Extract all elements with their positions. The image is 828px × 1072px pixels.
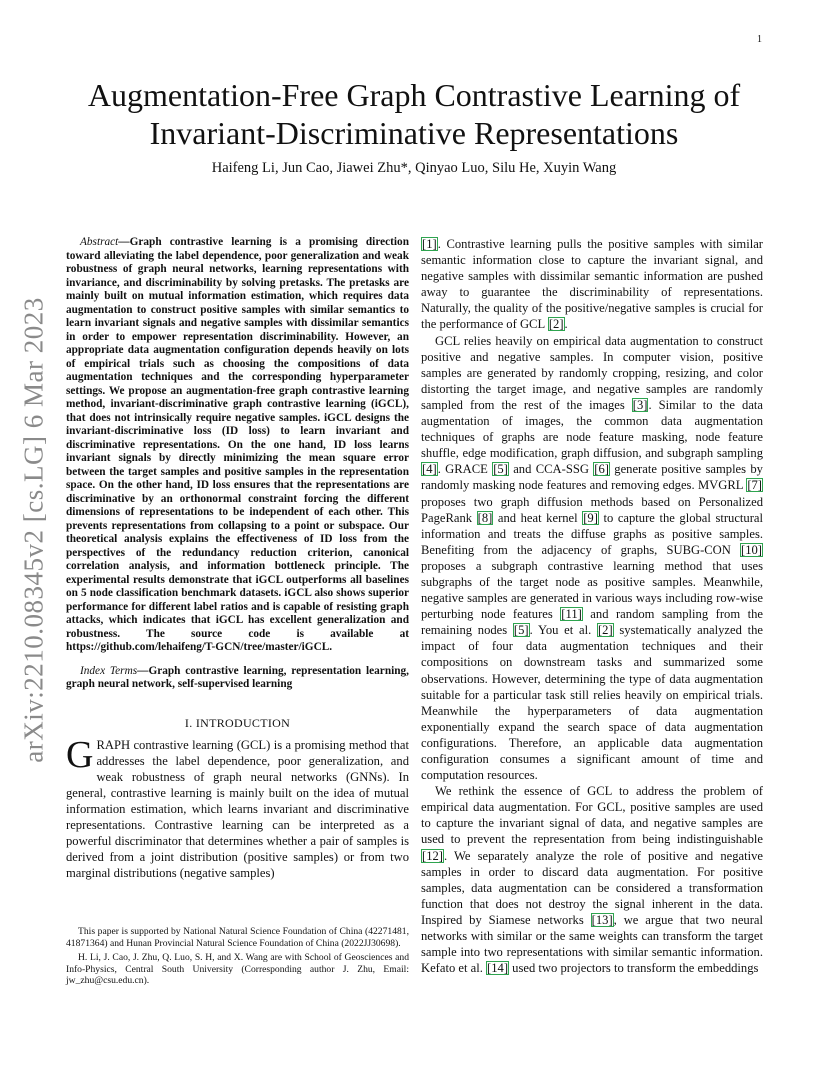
section-heading-introduction: I. INTRODUCTION [184,715,291,730]
index-terms [66,665,409,692]
citation-link[interactable]: [13] [591,912,613,927]
citation-link[interactable]: [8] [477,510,493,525]
citation-link[interactable]: [10] [741,542,762,557]
intro-capword: RAPH [96,737,131,752]
paragraph-rethink: We rethink the essence of GCL to address the problem of empirical data augmentation. For GCL, positive samples are used to capture the invariant signal of data, and negative samples are used to prevent the representation from being indistinguishable [12]. We separately analyze the role of positive and negative samples in order to discard data augmentation. For positive samples, data augmentation can be considered a transformation function that does not destroy the signal inherent in the data. Inspired by Siamese networks [13], we argue that two neural networks with similar or the same weights can transform the target sample into two representations with similar semantic information. Kefato et al. [14] used two projectors to transform the embeddings [421,784,764,976]
arxiv-stamp[interactable]: arXiv:2210.08345v2 [cs.LG] 6 Mar 2023 [18,297,49,763]
intro-text: contrastive learning (GCL) is a promising method that addresses the label dependence, poor generalization, and weak robustness of graph neural networks (GNNs). In general, contrastive learning is mainly built on the idea of mutual information estimation, which learns invariant and discriminative representations. Contrastive learning can be interpreted as a powerful discriminator that determines whether a pair of samples is derived from a joint distribution (positive samples) or from two marginal distributions (negative samples) [66,737,409,881]
paper-title: Augmentation-Free Graph Contrastive Learning of Invariant-Discriminative Representations [87,77,741,151]
drop-cap: G [66,733,94,776]
citation-link[interactable]: [5] [513,623,529,638]
citation-link[interactable]: [7] [747,478,762,493]
citation-link[interactable]: [6] [594,462,609,477]
right-column [421,236,763,976]
author-list: Haifeng Li, Jun Cao, Jiawei Zhu*, Qinyao Luo, Silu He, Xuyin Wang [211,160,617,176]
citation-link[interactable]: [14] [487,961,509,976]
left-column [66,236,409,881]
arxiv-stamp-container [14,290,54,770]
citation-link[interactable]: [3] [632,397,648,412]
paragraph-augmentation: GCL relies heavily on empirical data augmentation to construct positive and negative samples. In computer vision, positive samples are generated by randomly cropping, resizing, and color distorting the target image, and negative samples are randomly sampled from the rest of the images [3]. Similar to the data augmentation of images, the common data augmentation techniques of graphs are node feature masking, node feature shuffle, edge modification, graph diffusion, and subgraph sampling [4]. GRACE [5] and CCA-SSG [6] generate positive samples by randomly masking node features and removing edges. MVGRL [7] proposes two graph diffusion methods based on Personalized PageRank [8] and heat kernel [9] to capture the global structural information and treats the diffuse graphs as positive samples. Benefiting from the adjacency of graphs, SUBG-CON [10] proposes a subgraph contrastive learning method that uses subgraphs of the target node as positive samples. Meanwhile, negative samples are generated in various ways including row-wise perturbing node features [11] and random sampling from the remaining nodes [5]. You et al. [2] systematically analyzed the impact of four data augmentation techniques and their compositions on downstream tasks and summarized some observations. However, determining the type of data augmentation suitable for a particular task still relies heavily on empirical trials. Meanwhile the hyperparameters of data augmentation exponentially expand the search space of data augmentation configurations. Therefore, an applicable data augmentation configuration consumes a significant amount of time and computation resources. [421,333,764,783]
page-number: 1 [757,34,762,45]
paragraph-continued: [1]. Contrastive learning pulls the positive samples with similar semantic information close to capture the invariant signal, and negative samples with dissimilar semantic information are pushed away to guarantee the discriminability of representations. Naturally, the quality of the positive/negative samples is crucial for the performance of GCL [2]. [421,237,763,332]
abstract [66,236,409,655]
citation-link[interactable]: [2] [548,317,564,332]
footnotes [66,926,409,990]
citation-link[interactable]: [9] [583,510,598,525]
abstract-text: —Graph contrastive learning is a promising direction toward alleviating the label dependence, poor generalization and weak robustness of graph neural networks, learning representations with invariance, and discriminability by solving pretasks. The pretasks are mainly built on mutual information estimation, which requires data augmentation to construct positive samples with similar semantics to learn invariant signals and negative samples with dissimilar semantics in order to empower representation discriminability. However, an appropriate data augmentation configuration depends heavily on lots of empirical trials such as choosing the compositions of data augmentation techniques and the corresponding hyperparameter settings. We propose an augmentation-free graph contrastive learning method, invariant-discriminative graph contrastive learning (iGCL), that does not intrinsically require negative samples. iGCL designs the invariant-discriminative loss (ID loss) to learn invariant and discriminative representations. On the one hand, ID loss learns invariant signals by directly minimizing the mean square error between the target samples and positive samples in the representation space. On the other hand, ID loss ensures that the representations are discriminative by an orthonormal constraint forcing the different dimensions of representations to be independent of each other. This prevents representations from collapsing to a point or subspace. Our theoretical analysis explains the effectiveness of ID loss from the perspectives of the redundancy reduction criterion, canonical correlation analysis, and information bottleneck principle. The experimental results demonstrate that iGCL outperforms all baselines on 5 node classification benchmark datasets. iGCL also shows superior performance for different label ratios and is capable of resisting graph attacks, which indicates that iGCL has excellent generalization and robustness. The source code is available at https://github.com/lehaifeng/T-GCN/tree/master/iGCL. [66,236,409,653]
index-terms-text: —Graph contrastive learning, representation learning, graph neural network, self-supervised learning [66,664,409,690]
citation-link[interactable]: [12] [422,848,443,863]
citation-link[interactable]: [2] [597,623,613,638]
intro-paragraph [66,733,409,882]
citation-link[interactable]: [11] [561,607,582,622]
citation-link[interactable]: [4] [422,462,437,477]
footnote-funding: This paper is supported by National Natural Science Foundation of China (42271481, 41871364) and Hunan Provincial Natural Science Foundation of China (2022JJ30698). [66,926,409,949]
index-terms-label: Index Terms [80,664,138,677]
footnote-affiliation: H. Li, J. Cao, J. Zhu, Q. Luo, S. H, and X. Wang are with School of Geosciences and Info-Physics, Central South University (Corresponding author J. Zhu, Email: jw_zhu@csu.edu.cn). [66,952,409,987]
citation-link[interactable]: [5] [493,462,508,477]
citation-link[interactable]: [1] [422,237,437,251]
abstract-label: Abstract [80,236,119,248]
